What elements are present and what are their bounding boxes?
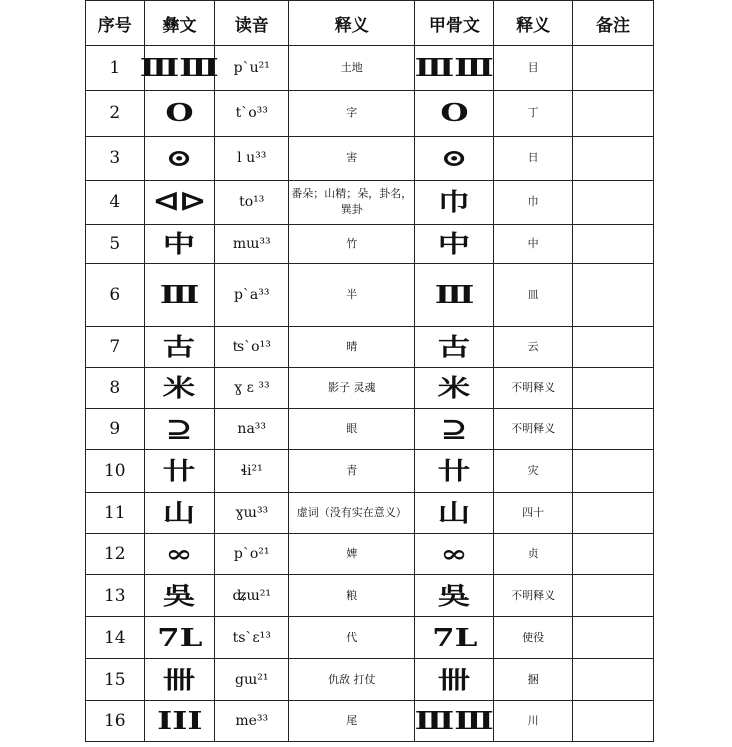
yi-glyph-text: ∞ [165, 538, 193, 568]
note-cell [573, 91, 654, 136]
pronunciation [215, 492, 289, 533]
oracle-glyph-text: 7L [431, 622, 478, 652]
yi-glyph [144, 91, 215, 136]
meaning-text [289, 264, 415, 326]
pronunciation-text: ʥɯ²¹ [232, 587, 271, 604]
meaning-text-text: 尾 [346, 713, 358, 727]
oracle-meaning [494, 46, 573, 91]
note-cell [573, 136, 654, 180]
meaning-text [289, 659, 415, 700]
row-number [86, 180, 145, 224]
row-number [86, 492, 145, 533]
note-cell [573, 367, 654, 408]
meaning-text [289, 533, 415, 574]
oracle-glyph [415, 136, 494, 180]
yi-glyph [144, 617, 215, 659]
row-number [86, 91, 145, 136]
row-number [86, 574, 145, 616]
yi-glyph [144, 367, 215, 408]
yi-glyph-text: ⅢⅢ [140, 53, 219, 83]
meaning-text-text: 竹 [346, 237, 358, 251]
header-row [86, 1, 654, 46]
pronunciation-text: na³³ [237, 421, 267, 438]
pronunciation [215, 659, 289, 700]
pronunciation-text: ɣ ɛ ³³ [233, 379, 270, 396]
oracle-meaning-text: 云 [527, 339, 539, 353]
oracle-glyph [415, 91, 494, 136]
yi-glyph [144, 700, 215, 741]
meaning-text [289, 617, 415, 659]
row-number-text: 6 [109, 284, 121, 305]
table-row [86, 91, 654, 136]
meaning-text [289, 91, 415, 136]
row-number [86, 326, 145, 367]
meaning-text-text: 粮 [346, 588, 358, 602]
yi-glyph [144, 574, 215, 616]
note-cell [573, 326, 654, 367]
oracle-meaning [494, 326, 573, 367]
row-number-text: 5 [109, 234, 121, 255]
oracle-meaning-text: 目 [527, 61, 539, 75]
oracle-meaning-text: 日 [527, 151, 539, 165]
header-pronunciation: 读音 [215, 1, 289, 46]
oracle-meaning [494, 533, 573, 574]
oracle-meaning [494, 659, 573, 700]
header-number: 序号 [86, 1, 145, 46]
yi-glyph-text: O [165, 98, 194, 128]
pronunciation-text: gɯ²¹ [234, 671, 269, 688]
yi-glyph-text: ᐊᐅ [154, 187, 205, 217]
header-meaning: 释义 [289, 1, 415, 46]
oracle-meaning-text: 川 [527, 713, 539, 727]
oracle-glyph-text: 米 [438, 372, 471, 402]
row-number [86, 225, 145, 264]
oracle-meaning-text: 中 [527, 237, 539, 251]
oracle-glyph-text: 中 [438, 229, 471, 259]
row-number-text: 4 [109, 192, 121, 213]
note-cell [573, 617, 654, 659]
character-table [85, 0, 654, 742]
oracle-meaning-text: 使役 [522, 630, 545, 644]
yi-glyph [144, 450, 215, 492]
pronunciation-text: mɯ³³ [232, 236, 271, 253]
yi-glyph-text: 古 [163, 331, 196, 361]
row-number-text: 3 [109, 148, 121, 169]
row-number [86, 46, 145, 91]
pronunciation [215, 136, 289, 180]
pronunciation [215, 409, 289, 450]
yi-glyph [144, 264, 215, 326]
table-row [86, 574, 654, 616]
pronunciation-text: p`a³³ [233, 286, 270, 303]
table-row [86, 409, 654, 450]
oracle-meaning-text: 不明释义 [511, 422, 556, 436]
meaning-text [289, 46, 415, 91]
oracle-glyph-text: Ⅲ [434, 279, 475, 309]
pronunciation [215, 264, 289, 326]
oracle-meaning-text: 贞 [527, 546, 539, 560]
oracle-meaning [494, 180, 573, 224]
oracle-glyph [415, 659, 494, 700]
oracle-glyph-text: 古 [438, 331, 471, 361]
pronunciation-text: t`o³³ [235, 105, 268, 122]
meaning-text-text: 字 [346, 106, 358, 120]
row-number [86, 617, 145, 659]
meaning-text [289, 700, 415, 741]
oracle-meaning-text: 灾 [527, 463, 539, 477]
oracle-glyph [415, 264, 494, 326]
yi-glyph-text: ⅠⅠⅠ [156, 705, 203, 735]
note-cell [573, 574, 654, 616]
oracle-glyph-text: ⊙ [440, 143, 468, 173]
row-number-text: 8 [109, 377, 121, 398]
pronunciation-text: l u³³ [237, 150, 267, 167]
row-number [86, 533, 145, 574]
yi-glyph-text: 卄 [163, 455, 196, 485]
note-cell [573, 409, 654, 450]
oracle-meaning [494, 225, 573, 264]
meaning-text-text: 代 [346, 630, 358, 644]
note-cell [573, 659, 654, 700]
oracle-meaning [494, 409, 573, 450]
row-number [86, 136, 145, 180]
oracle-meaning [494, 617, 573, 659]
pronunciation-text: to¹³ [239, 194, 265, 211]
note-cell [573, 700, 654, 741]
table-row [86, 264, 654, 326]
yi-glyph-text: ⊙ [165, 143, 194, 173]
oracle-meaning [494, 574, 573, 616]
row-number [86, 450, 145, 492]
oracle-glyph-text: 山 [438, 497, 471, 527]
yi-glyph [144, 492, 215, 533]
row-number-text: 10 [103, 460, 126, 481]
pronunciation [215, 700, 289, 741]
meaning-text [289, 574, 415, 616]
row-number-text: 12 [103, 543, 126, 564]
pronunciation [215, 574, 289, 616]
yi-glyph [144, 659, 215, 700]
table-row [86, 700, 654, 741]
pronunciation-text: p`u²¹ [233, 60, 270, 77]
oracle-glyph-text: 卄 [438, 455, 471, 485]
meaning-text-text: 晴 [346, 339, 358, 353]
oracle-glyph-text: 吳 [438, 580, 471, 610]
yi-glyph-text: ⊇ [165, 414, 194, 444]
table-row [86, 225, 654, 264]
pronunciation-text: me³³ [235, 712, 269, 729]
header-notes: 备注 [573, 1, 654, 46]
oracle-glyph [415, 700, 494, 741]
oracle-meaning-text: 不明释义 [511, 588, 556, 602]
pronunciation [215, 617, 289, 659]
oracle-meaning [494, 450, 573, 492]
row-number [86, 409, 145, 450]
note-cell [573, 180, 654, 224]
oracle-glyph [415, 574, 494, 616]
meaning-text [289, 492, 415, 533]
oracle-meaning-text: 捆 [527, 672, 539, 686]
meaning-text [289, 326, 415, 367]
yi-glyph [144, 136, 215, 180]
meaning-text-text: 青 [346, 463, 358, 477]
table-body [86, 46, 654, 742]
oracle-glyph-text: ⅢⅢ [414, 705, 494, 735]
yi-glyph-text: 米 [163, 372, 196, 402]
oracle-glyph [415, 46, 494, 91]
meaning-text-text: 虚词（没有实在意义） [296, 505, 407, 519]
pronunciation [215, 326, 289, 367]
note-cell [573, 46, 654, 91]
row-number-text: 9 [109, 419, 121, 440]
header-oracle-meaning: 释义 [494, 1, 573, 46]
table-row [86, 659, 654, 700]
oracle-meaning [494, 367, 573, 408]
row-number-text: 2 [109, 103, 121, 124]
note-cell [573, 492, 654, 533]
meaning-text [289, 136, 415, 180]
table-row [86, 492, 654, 533]
meaning-text-text: 害 [346, 151, 358, 165]
oracle-glyph [415, 492, 494, 533]
oracle-glyph-text: ∞ [440, 538, 468, 568]
oracle-glyph [415, 225, 494, 264]
yi-glyph-text: Ⅲ [159, 279, 200, 309]
oracle-meaning [494, 700, 573, 741]
yi-glyph [144, 533, 215, 574]
oracle-glyph [415, 409, 494, 450]
yi-glyph [144, 225, 215, 264]
row-number-text: 11 [103, 502, 126, 523]
note-cell [573, 450, 654, 492]
row-number-text: 14 [103, 627, 126, 648]
row-number-text: 13 [103, 585, 126, 606]
oracle-meaning-text: 皿 [527, 287, 539, 301]
yi-glyph [144, 180, 215, 224]
oracle-meaning [494, 91, 573, 136]
oracle-glyph [415, 326, 494, 367]
note-cell [573, 225, 654, 264]
pronunciation [215, 367, 289, 408]
table-row [86, 617, 654, 659]
pronunciation [215, 225, 289, 264]
row-number-text: 15 [103, 669, 126, 690]
oracle-meaning [494, 492, 573, 533]
table-row [86, 136, 654, 180]
header-oracle-bone: 甲骨文 [415, 1, 494, 46]
yi-glyph [144, 326, 215, 367]
oracle-glyph [415, 180, 494, 224]
table-row [86, 180, 654, 224]
pronunciation-text: ɣɯ³³ [235, 504, 269, 521]
oracle-meaning [494, 136, 573, 180]
table-row [86, 326, 654, 367]
pronunciation-text: ts`ɛ¹³ [232, 629, 271, 646]
table-row [86, 46, 654, 91]
meaning-text-text: 番朵；山精；朵，卦名，巽卦 [291, 187, 413, 217]
meaning-text [289, 180, 415, 224]
oracle-meaning-text: 四十 [522, 505, 545, 519]
meaning-text-text: 眼 [346, 422, 358, 436]
yi-glyph-text: 中 [163, 229, 196, 259]
table-row [86, 367, 654, 408]
oracle-glyph-text: 卌 [438, 664, 471, 694]
oracle-glyph-text: ⊇ [440, 414, 468, 444]
yi-glyph-text: 山 [163, 497, 196, 527]
oracle-glyph [415, 533, 494, 574]
pronunciation-text: p`o²¹ [233, 545, 270, 562]
oracle-glyph [415, 367, 494, 408]
pronunciation [215, 450, 289, 492]
oracle-glyph-text: O [440, 98, 469, 128]
table-row [86, 533, 654, 574]
oracle-meaning-text: 不明释义 [511, 380, 556, 394]
yi-glyph-text: 7L [156, 622, 203, 652]
meaning-text [289, 450, 415, 492]
row-number-text: 7 [109, 336, 121, 357]
row-number [86, 659, 145, 700]
meaning-text-text: 半 [346, 287, 358, 301]
oracle-meaning-text: 巾 [527, 195, 539, 209]
meaning-text [289, 367, 415, 408]
row-number [86, 700, 145, 741]
row-number-text: 1 [109, 58, 121, 79]
pronunciation [215, 180, 289, 224]
oracle-meaning [494, 264, 573, 326]
row-number-text: 16 [103, 710, 126, 731]
row-number [86, 264, 145, 326]
pronunciation-text: ɬi²¹ [240, 462, 263, 479]
pronunciation [215, 91, 289, 136]
pronunciation [215, 533, 289, 574]
yi-glyph-text: 卌 [163, 664, 196, 694]
note-cell [573, 264, 654, 326]
yi-glyph-text: 吳 [163, 580, 196, 610]
meaning-text [289, 409, 415, 450]
meaning-text-text: 婢 [346, 546, 358, 560]
oracle-glyph-text: 巾 [438, 187, 471, 217]
oracle-glyph [415, 450, 494, 492]
yi-glyph [144, 409, 215, 450]
header-yi-script: 彝文 [144, 1, 215, 46]
pronunciation [215, 46, 289, 91]
yi-glyph [140, 46, 219, 91]
meaning-text-text: 土地 [340, 61, 363, 75]
meaning-text-text: 影子 灵魂 [328, 380, 376, 394]
meaning-text-text: 仇敌 打仗 [328, 672, 376, 686]
row-number [86, 367, 145, 408]
oracle-glyph-text: ⅢⅢ [414, 53, 494, 83]
meaning-text [289, 225, 415, 264]
oracle-glyph [415, 617, 494, 659]
oracle-meaning-text: 丁 [527, 106, 539, 120]
note-cell [573, 533, 654, 574]
table-row [86, 450, 654, 492]
pronunciation-text: ʦ`o¹³ [232, 338, 271, 355]
